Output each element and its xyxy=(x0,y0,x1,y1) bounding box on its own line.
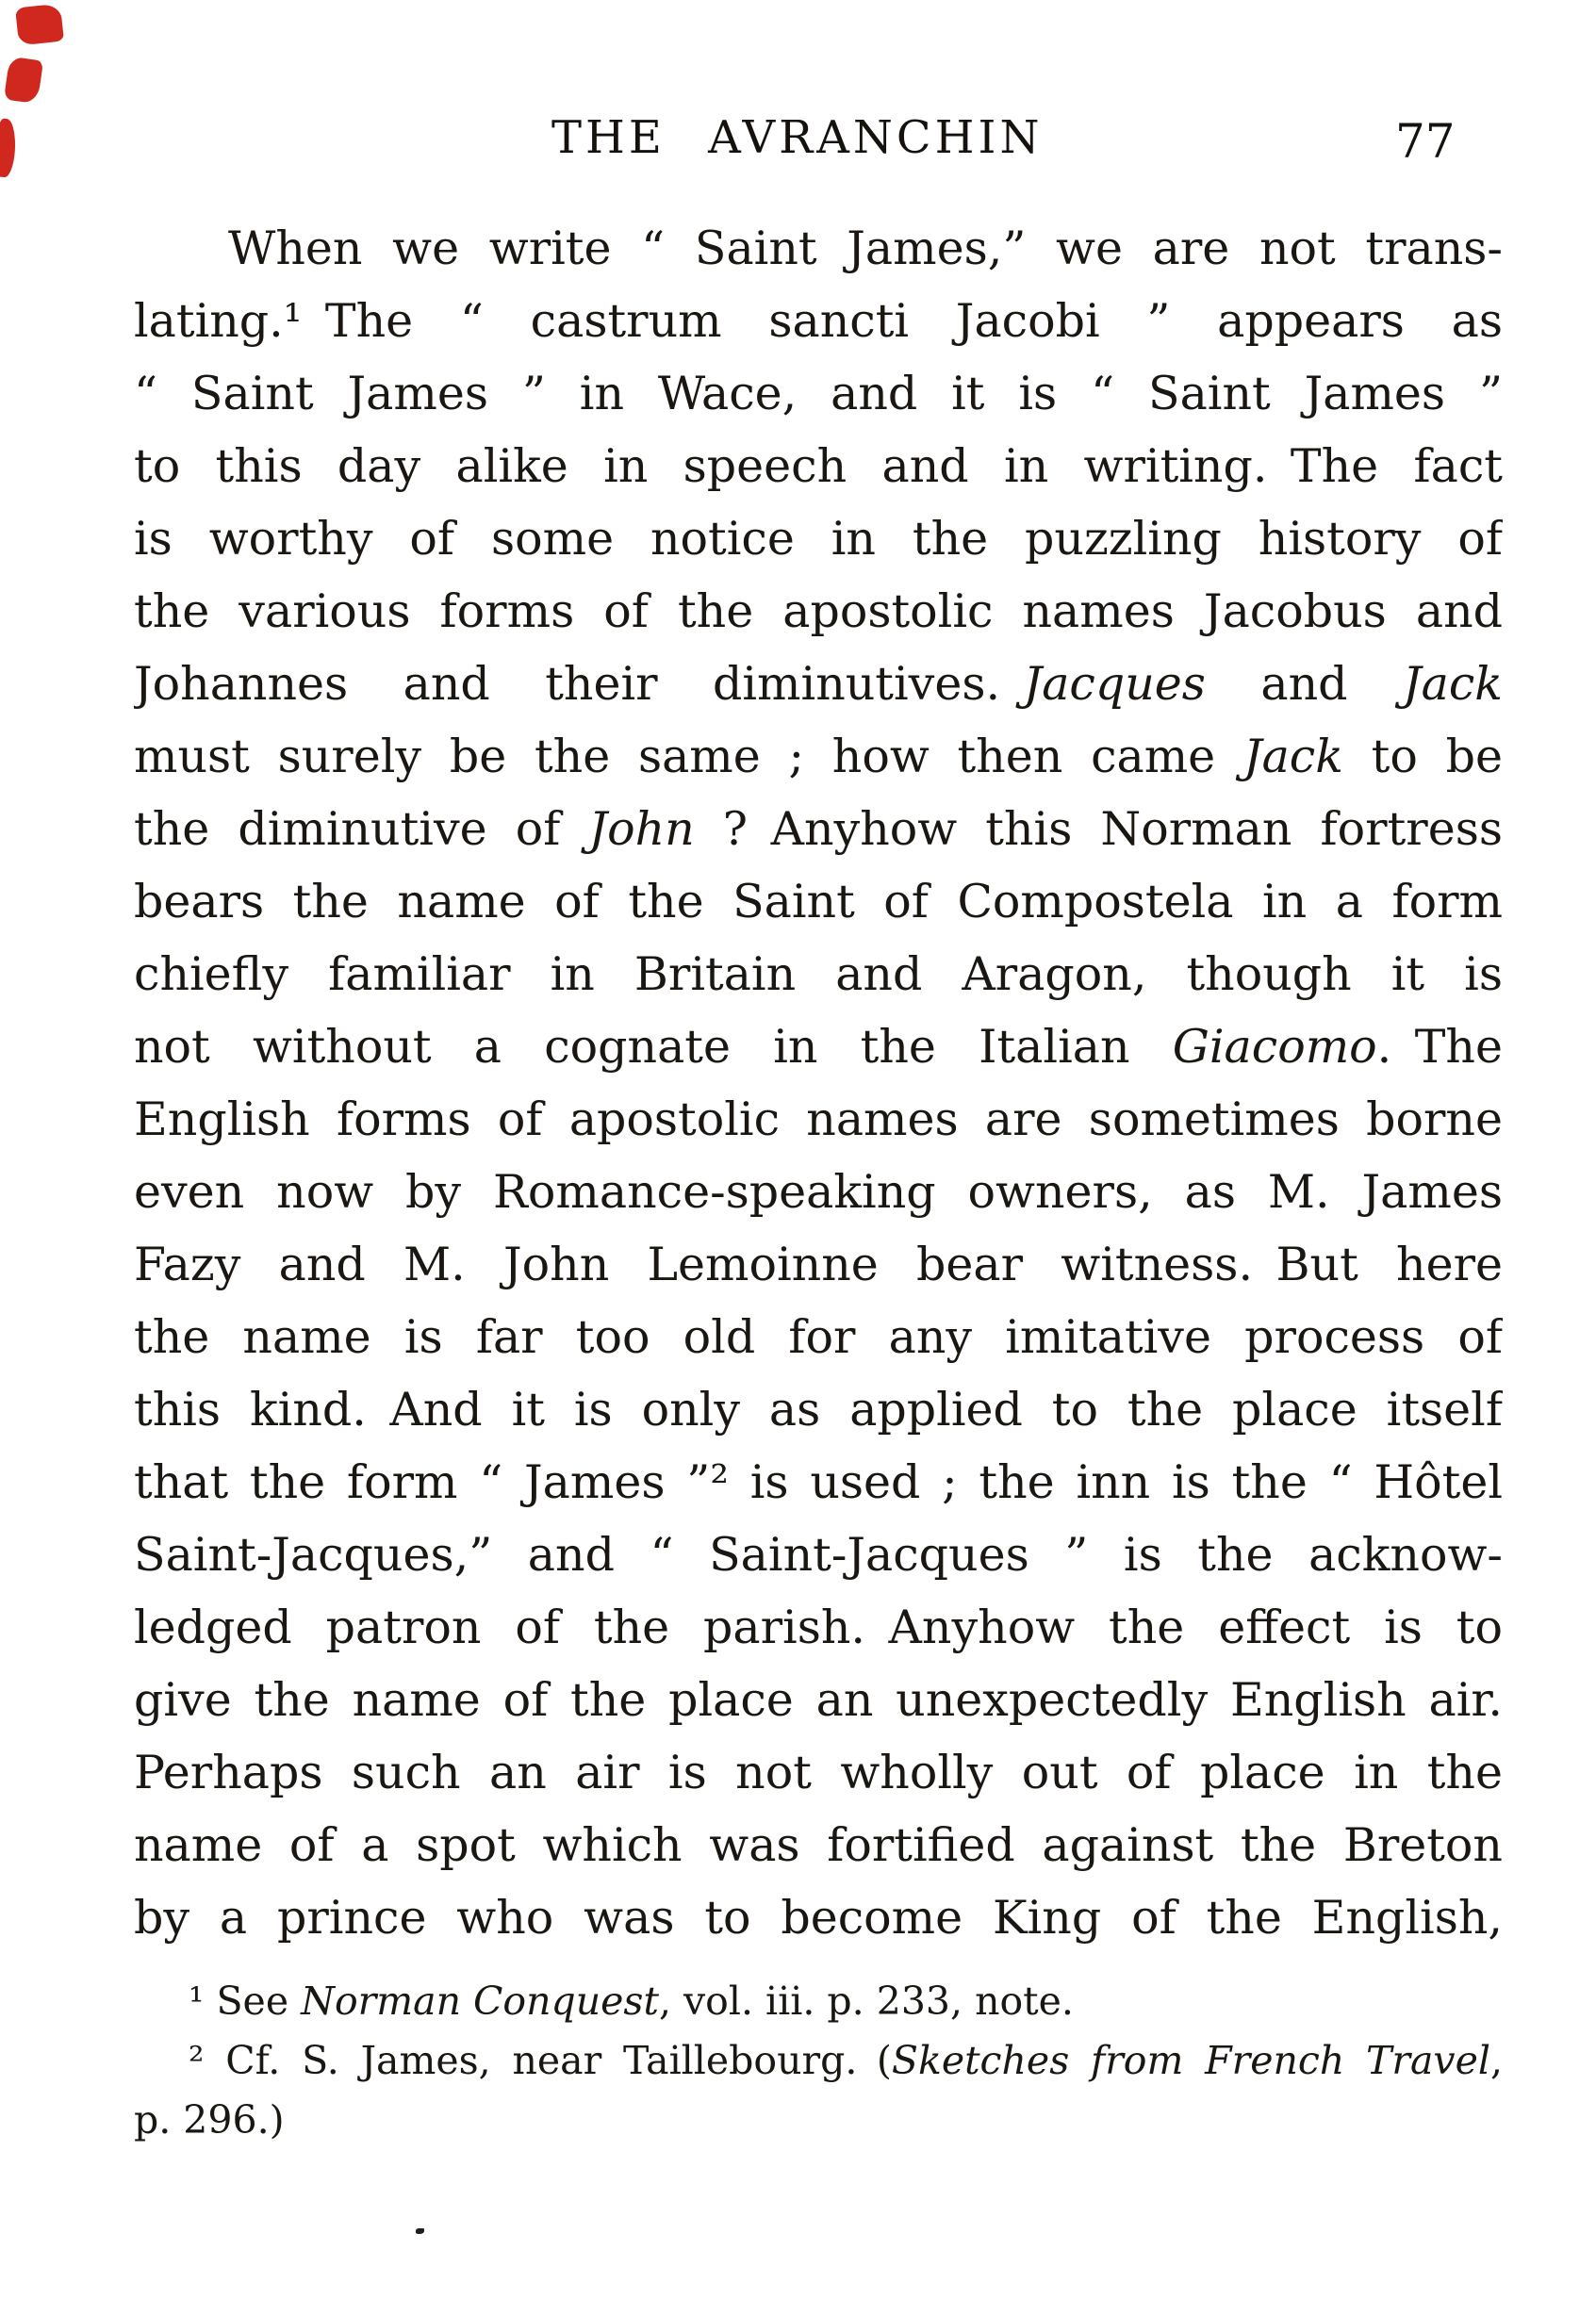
text-line xyxy=(134,430,1503,502)
footnotes xyxy=(134,1972,1503,2150)
text-line xyxy=(134,938,1503,1010)
text-segment: to be xyxy=(1342,730,1503,783)
text-segment: this kind. And it is only as applied to the place itself xyxy=(134,1383,1503,1437)
italic-text: Giacomo xyxy=(1172,1020,1377,1074)
text-line xyxy=(134,1301,1503,1373)
text-segment: , vol. iii. p. 233, note. xyxy=(658,1979,1074,2024)
red-scan-mark-3 xyxy=(0,118,17,177)
body-text xyxy=(134,212,1503,1954)
text-segment: bears the name of the Saint of Compostela in a form xyxy=(134,875,1503,928)
text-line xyxy=(134,1156,1503,1228)
text-line xyxy=(134,357,1503,430)
text-segment: When we write “ Saint James,” we are not trans- xyxy=(228,222,1503,275)
text-segment: to this day alike in speech and in writing. The fact xyxy=(134,439,1503,493)
text-segment: the various forms of the apostolic names Jacobus and xyxy=(134,584,1503,638)
text-segment: ledged patron of the parish. Anyhow the effect is to xyxy=(134,1601,1503,1654)
text-line xyxy=(134,720,1503,793)
page-header-title: THE AVRANCHIN xyxy=(551,111,1044,164)
italic-text: Sketches from French Travel xyxy=(891,2038,1490,2083)
italic-text: John xyxy=(588,802,695,856)
red-scan-mark-1 xyxy=(15,4,64,46)
italic-text: Norman Conquest xyxy=(301,1979,659,2024)
text-line xyxy=(134,1881,1503,1954)
text-line xyxy=(134,1972,1503,2031)
text-line xyxy=(134,1083,1503,1156)
text-segment: the diminutive of xyxy=(134,802,589,856)
ink-speck xyxy=(416,2228,424,2234)
text-segment: Fazy and M. John Lemoinne bear witness. But here xyxy=(134,1238,1503,1291)
text-segment: is worthy of some notice in the puzzling history of xyxy=(134,512,1503,566)
text-line xyxy=(134,2031,1503,2091)
text-segment: ? Anyhow this Norman fortress xyxy=(694,802,1503,856)
page-number: 77 xyxy=(1395,114,1456,169)
text-line xyxy=(134,502,1503,575)
text-line xyxy=(134,865,1503,938)
text-line xyxy=(134,1446,1503,1519)
text-segment: the name is far too old for any imitative process of xyxy=(134,1310,1503,1364)
text-segment: p. 296.) xyxy=(134,2097,285,2143)
text-line xyxy=(134,2091,1503,2150)
text-segment: chiefly familiar in Britain and Aragon, though it is xyxy=(134,947,1503,1001)
text-line xyxy=(134,793,1503,865)
italic-text: Jack xyxy=(1242,730,1343,783)
text-segment: Johannes and their diminutives. xyxy=(134,657,1024,711)
text-segment: name of a spot which was fortified against the Breton xyxy=(134,1818,1503,1872)
text-segment: English forms of apostolic names are sometimes borne xyxy=(134,1092,1503,1146)
text-line xyxy=(134,1591,1503,1664)
text-line xyxy=(134,1228,1503,1301)
italic-text: Jacques xyxy=(1023,657,1206,711)
text-line xyxy=(134,1809,1503,1881)
text-line xyxy=(134,648,1503,720)
text-segment: ² Cf. S. James, near Taillebourg. ( xyxy=(189,2038,892,2083)
text-segment: and xyxy=(1205,657,1403,711)
text-segment: give the name of the place an unexpectedly English air. xyxy=(134,1673,1503,1727)
text-segment: Perhaps such an air is not wholly out of place in the xyxy=(134,1746,1503,1799)
text-line xyxy=(134,1519,1503,1591)
text-line xyxy=(134,1010,1503,1083)
italic-text: Jack xyxy=(1403,657,1503,711)
text-segment: ¹ See xyxy=(189,1979,302,2024)
text-line xyxy=(134,1664,1503,1736)
text-segment: Saint-Jacques,” and “ Saint-Jacques ” is the acknow- xyxy=(134,1528,1503,1582)
text-segment: that the form “ James ”² is used ; the inn is the “ Hôtel xyxy=(134,1455,1503,1509)
text-line xyxy=(134,575,1503,648)
text-line xyxy=(134,212,1503,285)
text-segment: must surely be the same ; how then came xyxy=(134,730,1243,783)
text-line xyxy=(134,1736,1503,1809)
text-segment: lating.¹ The “ castrum sancti Jacobi ” appears as xyxy=(134,294,1503,348)
text-segment: not without a cognate in the Italian xyxy=(134,1020,1173,1074)
text-segment: “ Saint James ” in Wace, and it is “ Saint James ” xyxy=(134,367,1503,420)
text-line xyxy=(134,1373,1503,1446)
text-segment: by a prince who was to become King of the English, xyxy=(134,1891,1503,1945)
text-segment: even now by Romance-speaking owners, as M. James xyxy=(134,1165,1503,1219)
red-scan-mark-2 xyxy=(4,57,43,105)
text-line xyxy=(134,285,1503,357)
text-segment: , xyxy=(1489,2038,1503,2083)
text-segment: . The xyxy=(1376,1020,1503,1074)
